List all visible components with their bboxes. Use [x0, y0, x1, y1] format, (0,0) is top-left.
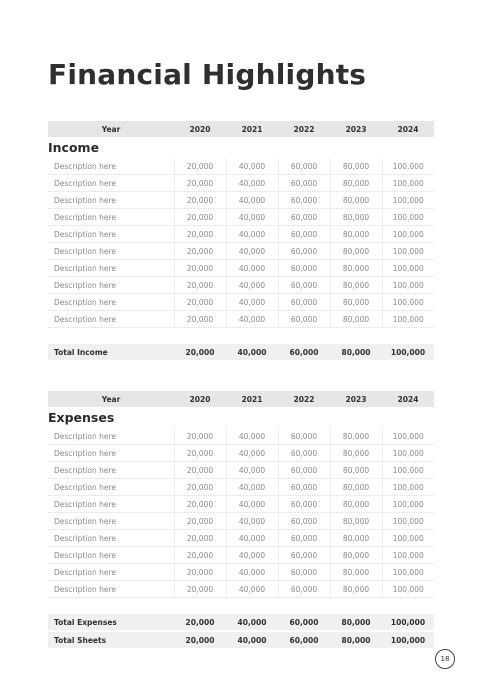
total-value-cell: 20,000 — [174, 614, 226, 631]
row-description: Description here — [48, 209, 174, 226]
row-value-cell: 20,000 — [174, 581, 226, 598]
row-description: Description here — [48, 192, 174, 209]
row-value-cell: 60,000 — [278, 243, 330, 260]
table-row — [48, 428, 434, 445]
row-value-cell: 80,000 — [330, 479, 382, 496]
row-value-cell: 20,000 — [174, 530, 226, 547]
total-value-cell: 80,000 — [330, 631, 382, 648]
row-value-cell: 60,000 — [278, 175, 330, 192]
table-spacer — [48, 598, 434, 615]
row-value-cell: 100,000 — [382, 175, 434, 192]
row-value-cell: 20,000 — [174, 547, 226, 564]
table-row — [48, 513, 434, 530]
row-value-cell: 40,000 — [226, 277, 278, 294]
row-value-cell: 60,000 — [278, 428, 330, 445]
row-description: Description here — [48, 462, 174, 479]
row-value-cell: 20,000 — [174, 243, 226, 260]
row-value-cell: 60,000 — [278, 445, 330, 462]
row-value-cell: 60,000 — [278, 547, 330, 564]
row-value-cell: 20,000 — [174, 564, 226, 581]
row-description: Description here — [48, 445, 174, 462]
row-description: Description here — [48, 294, 174, 311]
year-header-cell: 2021 — [226, 121, 278, 137]
row-value-cell: 20,000 — [174, 311, 226, 328]
row-value-cell: 100,000 — [382, 479, 434, 496]
row-value-cell: 80,000 — [330, 311, 382, 328]
total-value-cell: 40,000 — [226, 344, 278, 360]
row-value-cell: 40,000 — [226, 192, 278, 209]
row-description: Description here — [48, 277, 174, 294]
row-value-cell: 100,000 — [382, 294, 434, 311]
row-value-cell: 60,000 — [278, 530, 330, 547]
row-value-cell: 20,000 — [174, 513, 226, 530]
row-value-cell: 100,000 — [382, 311, 434, 328]
row-value-cell: 20,000 — [174, 158, 226, 175]
row-value-cell: 40,000 — [226, 294, 278, 311]
row-value-cell: 40,000 — [226, 226, 278, 243]
row-description: Description here — [48, 226, 174, 243]
row-value-cell: 60,000 — [278, 294, 330, 311]
row-value-cell: 60,000 — [278, 311, 330, 328]
row-value-cell: 40,000 — [226, 581, 278, 598]
table-row — [48, 192, 434, 209]
row-value-cell: 80,000 — [330, 226, 382, 243]
row-description: Description here — [48, 158, 174, 175]
table-row — [48, 209, 434, 226]
table-row — [48, 462, 434, 479]
total-label: Total Expenses — [48, 614, 174, 631]
table-row — [48, 311, 434, 328]
total-value-cell: 60,000 — [278, 631, 330, 648]
income-table — [48, 121, 434, 360]
row-value-cell: 20,000 — [174, 277, 226, 294]
total-value-cell: 40,000 — [226, 614, 278, 631]
row-value-cell: 80,000 — [330, 547, 382, 564]
table-row — [48, 445, 434, 462]
row-value-cell: 80,000 — [330, 513, 382, 530]
row-value-cell: 60,000 — [278, 277, 330, 294]
row-value-cell: 40,000 — [226, 158, 278, 175]
table-row — [48, 277, 434, 294]
year-header-cell: 2022 — [278, 121, 330, 137]
row-value-cell: 20,000 — [174, 192, 226, 209]
row-description: Description here — [48, 564, 174, 581]
row-value-cell: 80,000 — [330, 243, 382, 260]
row-value-cell: 20,000 — [174, 175, 226, 192]
row-value-cell: 40,000 — [226, 243, 278, 260]
year-header-label: Year — [48, 391, 174, 407]
row-value-cell: 20,000 — [174, 209, 226, 226]
table-row — [48, 547, 434, 564]
row-value-cell: 80,000 — [330, 564, 382, 581]
row-value-cell: 100,000 — [382, 513, 434, 530]
page-number-badge: 18 — [435, 649, 455, 669]
row-value-cell: 60,000 — [278, 158, 330, 175]
row-value-cell: 20,000 — [174, 462, 226, 479]
row-description: Description here — [48, 428, 174, 445]
row-value-cell: 40,000 — [226, 175, 278, 192]
row-value-cell: 80,000 — [330, 209, 382, 226]
page-title: Financial Highlights — [48, 58, 367, 91]
row-value-cell: 80,000 — [330, 260, 382, 277]
row-value-cell: 20,000 — [174, 260, 226, 277]
row-value-cell: 60,000 — [278, 260, 330, 277]
row-value-cell: 100,000 — [382, 209, 434, 226]
total-value-cell: 80,000 — [330, 614, 382, 631]
row-value-cell: 60,000 — [278, 496, 330, 513]
total-label: Total Income — [48, 344, 174, 360]
total-value-cell: 20,000 — [174, 631, 226, 648]
year-header-row — [48, 391, 434, 407]
row-value-cell: 100,000 — [382, 445, 434, 462]
row-description: Description here — [48, 243, 174, 260]
year-header-cell: 2024 — [382, 391, 434, 407]
year-header-cell: 2020 — [174, 391, 226, 407]
table-row — [48, 260, 434, 277]
table-row — [48, 294, 434, 311]
row-description: Description here — [48, 260, 174, 277]
row-value-cell: 80,000 — [330, 530, 382, 547]
row-value-cell: 100,000 — [382, 530, 434, 547]
row-value-cell: 100,000 — [382, 260, 434, 277]
total-value-cell: 100,000 — [382, 344, 434, 360]
total-row — [48, 614, 434, 631]
section-title: Expenses — [48, 410, 115, 425]
row-value-cell: 40,000 — [226, 260, 278, 277]
total-value-cell: 60,000 — [278, 344, 330, 360]
row-value-cell: 40,000 — [226, 445, 278, 462]
total-value-cell: 60,000 — [278, 614, 330, 631]
row-description: Description here — [48, 530, 174, 547]
year-header-cell: 2021 — [226, 391, 278, 407]
row-value-cell: 100,000 — [382, 564, 434, 581]
row-value-cell: 40,000 — [226, 530, 278, 547]
row-value-cell: 80,000 — [330, 445, 382, 462]
table-row — [48, 496, 434, 513]
row-description: Description here — [48, 513, 174, 530]
year-header-cell: 2022 — [278, 391, 330, 407]
total-value-cell: 100,000 — [382, 614, 434, 631]
section-title: Income — [48, 140, 100, 155]
year-header-cell: 2024 — [382, 121, 434, 137]
row-value-cell: 60,000 — [278, 226, 330, 243]
row-value-cell: 40,000 — [226, 311, 278, 328]
row-description: Description here — [48, 175, 174, 192]
row-value-cell: 60,000 — [278, 209, 330, 226]
row-value-cell: 100,000 — [382, 496, 434, 513]
row-value-cell: 80,000 — [330, 277, 382, 294]
row-value-cell: 100,000 — [382, 243, 434, 260]
row-value-cell: 40,000 — [226, 564, 278, 581]
row-description: Description here — [48, 479, 174, 496]
row-value-cell: 80,000 — [330, 581, 382, 598]
table-row — [48, 479, 434, 496]
total-label: Total Sheets — [48, 631, 174, 648]
row-value-cell: 20,000 — [174, 496, 226, 513]
table-row — [48, 175, 434, 192]
total-row — [48, 631, 434, 648]
row-description: Description here — [48, 311, 174, 328]
table-row — [48, 158, 434, 175]
row-value-cell: 60,000 — [278, 462, 330, 479]
row-description: Description here — [48, 547, 174, 564]
table-row — [48, 226, 434, 243]
row-value-cell: 20,000 — [174, 479, 226, 496]
row-value-cell: 40,000 — [226, 513, 278, 530]
total-value-cell: 80,000 — [330, 344, 382, 360]
row-value-cell: 20,000 — [174, 226, 226, 243]
total-row — [48, 344, 434, 360]
row-value-cell: 60,000 — [278, 513, 330, 530]
row-value-cell: 80,000 — [330, 462, 382, 479]
table-row — [48, 243, 434, 260]
row-value-cell: 20,000 — [174, 445, 226, 462]
row-value-cell: 80,000 — [330, 192, 382, 209]
row-value-cell: 100,000 — [382, 277, 434, 294]
row-value-cell: 60,000 — [278, 192, 330, 209]
row-value-cell: 40,000 — [226, 462, 278, 479]
row-value-cell: 80,000 — [330, 294, 382, 311]
row-value-cell: 80,000 — [330, 158, 382, 175]
row-value-cell: 100,000 — [382, 192, 434, 209]
year-header-cell: 2023 — [330, 391, 382, 407]
row-value-cell: 20,000 — [174, 428, 226, 445]
row-value-cell: 40,000 — [226, 479, 278, 496]
row-value-cell: 80,000 — [330, 496, 382, 513]
row-value-cell: 60,000 — [278, 581, 330, 598]
row-value-cell: 60,000 — [278, 479, 330, 496]
table-spacer — [48, 328, 434, 345]
row-value-cell: 100,000 — [382, 581, 434, 598]
row-value-cell: 40,000 — [226, 496, 278, 513]
row-value-cell: 100,000 — [382, 226, 434, 243]
row-value-cell: 100,000 — [382, 428, 434, 445]
row-value-cell: 100,000 — [382, 158, 434, 175]
section-title-row — [48, 137, 434, 158]
total-value-cell: 40,000 — [226, 631, 278, 648]
row-description: Description here — [48, 581, 174, 598]
table-row — [48, 581, 434, 598]
row-value-cell: 40,000 — [226, 209, 278, 226]
total-value-cell: 20,000 — [174, 344, 226, 360]
row-value-cell: 100,000 — [382, 547, 434, 564]
row-value-cell: 100,000 — [382, 462, 434, 479]
year-header-cell: 2023 — [330, 121, 382, 137]
row-value-cell: 40,000 — [226, 428, 278, 445]
expenses-table — [48, 391, 434, 648]
table-row — [48, 530, 434, 547]
section-title-row — [48, 407, 434, 428]
year-header-row — [48, 121, 434, 137]
row-value-cell: 40,000 — [226, 547, 278, 564]
row-description: Description here — [48, 496, 174, 513]
row-value-cell: 60,000 — [278, 564, 330, 581]
row-value-cell: 80,000 — [330, 428, 382, 445]
row-value-cell: 20,000 — [174, 294, 226, 311]
total-value-cell: 100,000 — [382, 631, 434, 648]
year-header-label: Year — [48, 121, 174, 137]
year-header-cell: 2020 — [174, 121, 226, 137]
table-row — [48, 564, 434, 581]
row-value-cell: 80,000 — [330, 175, 382, 192]
